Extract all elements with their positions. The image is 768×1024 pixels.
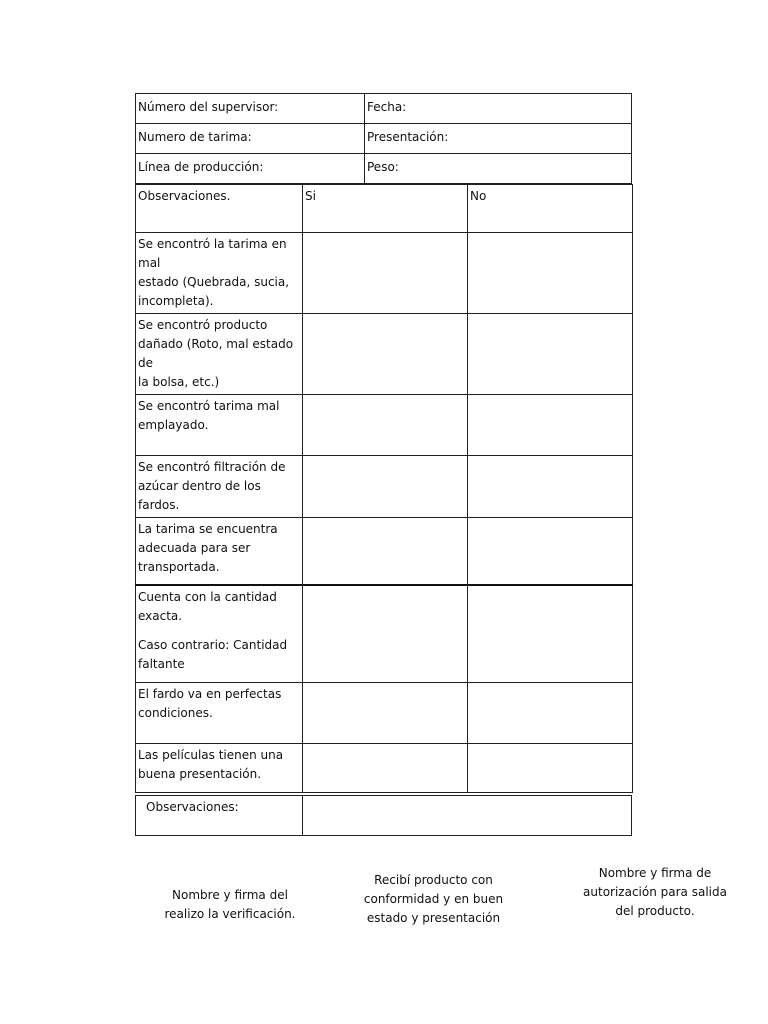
signature-line: Nombre y firma del — [172, 888, 288, 902]
question-line: la bolsa, etc.) — [138, 375, 220, 389]
no-cell[interactable] — [468, 518, 633, 585]
checklist-question — [136, 683, 303, 744]
checklist-row — [136, 744, 633, 793]
no-cell[interactable] — [468, 314, 633, 395]
signature-line: Recibí producto con — [374, 873, 493, 887]
col-yes-header: Si — [303, 185, 468, 233]
checklist-row — [136, 585, 633, 683]
signature-line: realizo la verificación. — [164, 907, 296, 921]
date-label: Fecha: — [367, 100, 407, 114]
weight-label: Peso: — [367, 160, 399, 174]
yes-cell[interactable] — [303, 233, 468, 314]
checklist-question — [136, 233, 303, 314]
signature-line: conformidad y en buen — [363, 892, 504, 906]
yes-cell[interactable] — [303, 314, 468, 395]
question-line: Se encontró producto — [138, 318, 268, 332]
verifier-signature-caption — [160, 886, 300, 924]
checklist-question — [136, 518, 303, 585]
no-cell[interactable] — [468, 744, 633, 793]
no-cell[interactable] — [468, 456, 633, 518]
header-table — [135, 93, 632, 184]
observations-table — [135, 795, 632, 836]
no-cell[interactable] — [468, 585, 633, 683]
checklist-question — [136, 744, 303, 793]
signature-line: estado y presentación — [366, 911, 501, 925]
question-line: Caso contrario: Cantidad — [138, 637, 288, 652]
receiver-signature-caption — [356, 871, 511, 928]
checklist-question — [136, 585, 303, 683]
signature-line: autorización para salida — [583, 885, 727, 899]
no-cell[interactable] — [468, 395, 633, 456]
yes-cell[interactable] — [303, 744, 468, 793]
question-line: La tarima se encuentra — [138, 522, 278, 536]
checklist-row — [136, 518, 633, 585]
question-line: buena presentación. — [138, 767, 262, 781]
inspection-form — [135, 93, 632, 836]
checklist-row — [136, 314, 633, 395]
question-line: exacta. — [138, 608, 183, 623]
checklist-row — [136, 395, 633, 456]
signature-line: del producto. — [615, 904, 695, 918]
question-line: Se encontró filtración de — [138, 460, 286, 474]
presentation-label: Presentación: — [367, 130, 449, 144]
header-row — [136, 154, 632, 184]
question-line: estado (Quebrada, sucia, — [138, 275, 290, 289]
checklist-question — [136, 314, 303, 395]
question-line: emplayado. — [138, 418, 209, 432]
yes-cell[interactable] — [303, 395, 468, 456]
observations-row — [136, 796, 632, 836]
checklist-question — [136, 395, 303, 456]
checklist-table — [135, 184, 633, 793]
question-line: El fardo va en perfectas — [138, 687, 282, 701]
question-line: transportada. — [138, 560, 220, 574]
question-line: Cuenta con la cantidad — [138, 589, 277, 604]
question-line: Se encontró la tarima en mal — [138, 237, 287, 270]
question-line: dañado (Roto, mal estado de — [138, 337, 294, 370]
header-row — [136, 124, 632, 154]
weight-field[interactable] — [365, 154, 632, 184]
checklist-row — [136, 233, 633, 314]
observations-label: Observaciones: — [136, 796, 303, 836]
signature-line: Nombre y firma de — [598, 866, 712, 880]
checklist-row — [136, 683, 633, 744]
checklist-header-row — [136, 185, 633, 233]
observations-field[interactable] — [303, 796, 632, 836]
checklist-row — [136, 456, 633, 518]
yes-cell[interactable] — [303, 683, 468, 744]
question-line: incompleta). — [138, 294, 214, 308]
no-cell[interactable] — [468, 233, 633, 314]
yes-cell[interactable] — [303, 456, 468, 518]
presentation-field[interactable] — [365, 124, 632, 154]
question-line: condiciones. — [138, 706, 213, 720]
pallet-label: Numero de tarima: — [138, 130, 252, 144]
yes-cell[interactable] — [303, 585, 468, 683]
col-observations-header: Observaciones. — [136, 185, 303, 233]
supervisor-field[interactable] — [136, 94, 365, 124]
production-line-label: Línea de producción: — [138, 160, 264, 174]
header-row — [136, 94, 632, 124]
question-line: Las películas tienen una — [138, 748, 284, 762]
pallet-field[interactable] — [136, 124, 365, 154]
supervisor-label: Número del supervisor: — [138, 100, 279, 114]
no-cell[interactable] — [468, 683, 633, 744]
question-line: Se encontró tarima mal — [138, 399, 280, 413]
authorization-signature-caption — [580, 864, 730, 921]
production-line-field[interactable] — [136, 154, 365, 184]
question-line: faltante — [138, 656, 185, 671]
question-line: adecuada para ser — [138, 541, 251, 555]
col-no-header: No — [468, 185, 633, 233]
yes-cell[interactable] — [303, 518, 468, 585]
date-field[interactable] — [365, 94, 632, 124]
checklist-question — [136, 456, 303, 518]
question-line: azúcar dentro de los fardos. — [138, 479, 261, 512]
